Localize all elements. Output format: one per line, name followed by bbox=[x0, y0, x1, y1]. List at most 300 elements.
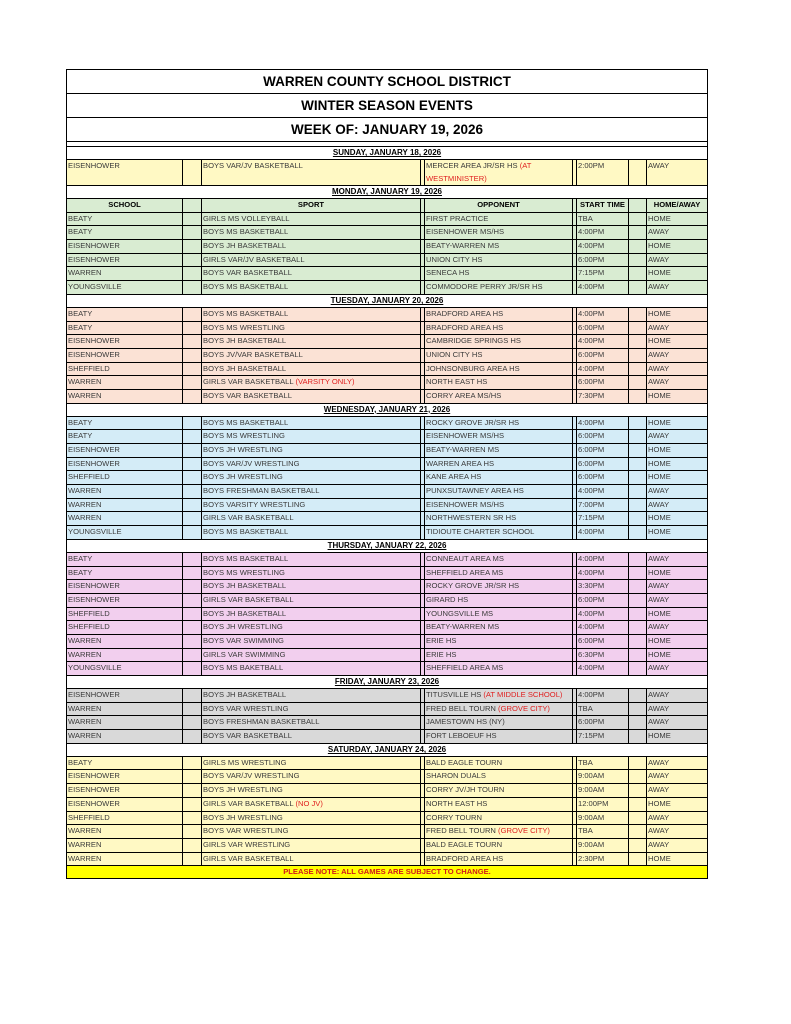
school-cell: EISENHOWER bbox=[67, 160, 183, 185]
home-away-cell: AWAY bbox=[648, 349, 670, 359]
spacer-cell bbox=[629, 689, 647, 702]
sport-cell bbox=[202, 349, 421, 362]
sport-cell bbox=[202, 444, 421, 457]
column-header-row bbox=[67, 199, 707, 213]
spacer-cell bbox=[629, 499, 647, 512]
start-time-cell: 6:00PM bbox=[577, 322, 629, 335]
school-cell: BEATY bbox=[67, 417, 183, 430]
sport-cell bbox=[202, 567, 421, 580]
spacer-cell bbox=[183, 240, 202, 253]
start-time-cell: 4:00PM bbox=[577, 608, 629, 621]
opponent-cell bbox=[425, 308, 573, 321]
event-row bbox=[67, 226, 707, 240]
spacer-cell bbox=[183, 363, 202, 376]
start-time-cell: 7:15PM bbox=[577, 730, 629, 743]
spacer-cell bbox=[183, 226, 202, 239]
sport-cell bbox=[202, 160, 421, 185]
day-header-saturday: SATURDAY, JANUARY 24, 2026 bbox=[67, 744, 707, 757]
start-time-cell: 4:00PM bbox=[577, 417, 629, 430]
day-section-sunday bbox=[67, 147, 707, 186]
opponent-cell bbox=[425, 716, 573, 729]
start-time-cell: 4:00PM bbox=[577, 567, 629, 580]
opponent-text: SHARON DUALS bbox=[426, 771, 486, 781]
sport-cell bbox=[202, 825, 421, 838]
start-time-cell: 6:00PM bbox=[577, 444, 629, 457]
opponent-note: (GROVE CITY) bbox=[498, 826, 550, 836]
home-away-cell: AWAY bbox=[648, 663, 670, 673]
opponent-cell bbox=[425, 757, 573, 770]
event-row bbox=[67, 703, 707, 717]
school-column-header: SCHOOL bbox=[67, 199, 183, 212]
opponent-text: UNION CITY HS bbox=[426, 254, 483, 264]
start-time-cell: 9:00AM bbox=[577, 812, 629, 825]
school-cell: EISENHOWER bbox=[67, 594, 183, 607]
opponent-text: GIRARD HS bbox=[426, 594, 469, 604]
sport-cell bbox=[202, 390, 421, 403]
spacer-cell bbox=[629, 267, 647, 280]
spacer-cell bbox=[629, 594, 647, 607]
spacer-cell bbox=[183, 689, 202, 702]
opponent-cell bbox=[425, 730, 573, 743]
spacer-cell bbox=[629, 240, 647, 253]
sport-text: BOYS JH BASKETBALL bbox=[203, 581, 287, 591]
opponent-text: ROCKY GROVE JR/SR HS bbox=[426, 581, 520, 591]
opponent-text: TITUSVILLE HS bbox=[426, 690, 482, 699]
start-time-cell: 6:00PM bbox=[577, 716, 629, 729]
opponent-cell bbox=[425, 390, 573, 403]
spacer-cell bbox=[629, 649, 647, 662]
sport-text: BOYS VAR WRESTLING bbox=[203, 703, 289, 713]
start-time-cell: 2:30PM bbox=[577, 853, 629, 866]
home-away-cell: HOME bbox=[648, 731, 671, 741]
opponent-note: (GROVE CITY) bbox=[498, 703, 550, 713]
opponent-cell bbox=[425, 430, 573, 443]
home-away-cell: HOME bbox=[648, 390, 671, 400]
school-cell: WARREN bbox=[67, 390, 183, 403]
spacer-cell bbox=[183, 798, 202, 811]
sport-text: BOYS MS BASKETBALL bbox=[203, 417, 289, 427]
school-cell: BEATY bbox=[67, 567, 183, 580]
spacer-cell bbox=[629, 160, 647, 185]
school-cell: WARREN bbox=[67, 376, 183, 389]
event-row bbox=[67, 512, 707, 526]
home-away-cell: AWAY bbox=[648, 812, 670, 822]
school-cell: EISENHOWER bbox=[67, 240, 183, 253]
school-cell: WARREN bbox=[67, 825, 183, 838]
opponent-cell bbox=[425, 635, 573, 648]
spacer-cell bbox=[183, 812, 202, 825]
event-row bbox=[67, 580, 707, 594]
start-time-cell: 4:00PM bbox=[577, 485, 629, 498]
opponent-cell bbox=[425, 649, 573, 662]
event-row bbox=[67, 825, 707, 839]
spacer-cell bbox=[629, 770, 647, 783]
opponent-text: JOHNSONBURG AREA HS bbox=[426, 363, 520, 373]
sport-text: BOYS JH BASKETBALL bbox=[203, 690, 287, 699]
event-row bbox=[67, 567, 707, 581]
opponent-text: WARREN AREA HS bbox=[426, 458, 495, 468]
start-time-cell: 9:00AM bbox=[577, 770, 629, 783]
sport-cell bbox=[202, 308, 421, 321]
school-cell: SHEFFIELD bbox=[67, 812, 183, 825]
sport-text: BOYS MS WRESTLING bbox=[203, 431, 285, 441]
start-time-cell: TBA bbox=[577, 757, 629, 770]
home-away-cell: HOME bbox=[648, 635, 671, 645]
sport-text: BOYS MS BASKETBALL bbox=[203, 553, 289, 563]
sport-text: BOYS MS BASKETBALL bbox=[203, 308, 289, 318]
home-away-cell: HOME bbox=[648, 336, 671, 346]
opponent-cell bbox=[425, 376, 573, 389]
day-section-friday bbox=[67, 676, 707, 744]
spacer-cell bbox=[183, 635, 202, 648]
event-row bbox=[67, 349, 707, 363]
spacer-cell bbox=[629, 349, 647, 362]
sport-cell bbox=[202, 730, 421, 743]
home-away-cell: HOME bbox=[648, 608, 671, 618]
home-away-cell: AWAY bbox=[648, 622, 670, 632]
event-row bbox=[67, 635, 707, 649]
sport-cell bbox=[202, 594, 421, 607]
spacer-column-header bbox=[629, 199, 647, 212]
home-away-cell: HOME bbox=[648, 853, 671, 863]
sport-cell bbox=[202, 335, 421, 348]
home-away-cell: AWAY bbox=[648, 703, 670, 713]
home-away-cell: AWAY bbox=[648, 282, 670, 292]
opponent-cell bbox=[425, 703, 573, 716]
sport-text: BOYS VAR/JV BASKETBALL bbox=[203, 161, 303, 170]
start-time-cell: 12:00PM bbox=[577, 798, 629, 811]
spacer-cell bbox=[183, 376, 202, 389]
start-time-cell: 4:00PM bbox=[577, 240, 629, 253]
sport-text: BOYS JH BASKETBALL bbox=[203, 241, 287, 251]
sport-text: BOYS JV/VAR BASKETBALL bbox=[203, 349, 303, 359]
sport-text: BOYS VARSITY WRESTLING bbox=[203, 499, 306, 509]
event-row bbox=[67, 430, 707, 444]
opponent-cell bbox=[425, 160, 573, 185]
sport-text: BOYS JH WRESTLING bbox=[203, 472, 283, 482]
sport-text: BOYS MS BASKETBALL bbox=[203, 527, 289, 537]
school-cell: EISENHOWER bbox=[67, 689, 183, 702]
start-time-cell: 6:00PM bbox=[577, 349, 629, 362]
opponent-cell bbox=[425, 526, 573, 539]
spacer-cell bbox=[629, 621, 647, 634]
start-time-cell: 6:00PM bbox=[577, 430, 629, 443]
spacer-cell bbox=[629, 703, 647, 716]
sport-cell bbox=[202, 485, 421, 498]
sport-text: BOYS VAR WRESTLING bbox=[203, 826, 289, 836]
spacer-cell bbox=[183, 553, 202, 566]
school-cell: WARREN bbox=[67, 267, 183, 280]
opponent-cell bbox=[425, 608, 573, 621]
school-cell: WARREN bbox=[67, 635, 183, 648]
day-section-saturday bbox=[67, 744, 707, 867]
sport-cell bbox=[202, 322, 421, 335]
event-row bbox=[67, 853, 707, 867]
event-row bbox=[67, 363, 707, 377]
start-time-cell: 9:00AM bbox=[577, 839, 629, 852]
spacer-cell bbox=[183, 784, 202, 797]
opponent-text: BRADFORD AREA HS bbox=[426, 308, 504, 318]
opponent-text: FRED BELL TOURN bbox=[426, 703, 496, 713]
opponent-cell bbox=[425, 240, 573, 253]
school-cell: EISENHOWER bbox=[67, 444, 183, 457]
district-title: WARREN COUNTY SCHOOL DISTRICT bbox=[67, 70, 707, 94]
home-away-cell: AWAY bbox=[648, 553, 670, 563]
spacer-cell bbox=[629, 458, 647, 471]
opponent-cell bbox=[425, 363, 573, 376]
start-time-cell: 6:00PM bbox=[577, 635, 629, 648]
school-cell: WARREN bbox=[67, 499, 183, 512]
spacer-cell bbox=[629, 853, 647, 866]
event-row bbox=[67, 281, 707, 295]
sport-text: BOYS JH WRESTLING bbox=[203, 812, 283, 822]
home-away-cell: AWAY bbox=[648, 757, 670, 767]
spacer-cell bbox=[629, 757, 647, 770]
school-cell: BEATY bbox=[67, 308, 183, 321]
home-away-cell: HOME bbox=[648, 458, 671, 468]
opponent-cell bbox=[425, 784, 573, 797]
opponent-cell bbox=[425, 281, 573, 294]
sport-cell bbox=[202, 376, 421, 389]
opponent-cell bbox=[425, 485, 573, 498]
event-row bbox=[67, 390, 707, 404]
spacer-cell bbox=[183, 839, 202, 852]
sport-text: BOYS JH WRESTLING bbox=[203, 785, 283, 795]
start-time-cell: 4:00PM bbox=[577, 621, 629, 634]
home-away-cell: AWAY bbox=[648, 431, 670, 441]
opponent-text: COMMODORE PERRY JR/SR HS bbox=[426, 282, 543, 292]
home-away-cell: HOME bbox=[648, 649, 671, 659]
spacer-cell bbox=[183, 621, 202, 634]
event-row bbox=[67, 213, 707, 227]
sport-text: GIRLS VAR/JV BASKETBALL bbox=[203, 254, 305, 264]
event-row bbox=[67, 458, 707, 472]
opponent-cell bbox=[425, 798, 573, 811]
spacer-cell bbox=[183, 512, 202, 525]
start-time-cell: 4:00PM bbox=[577, 363, 629, 376]
opponent-text: EISENHOWER MS/HS bbox=[426, 499, 505, 509]
sport-cell bbox=[202, 580, 421, 593]
opponent-text: CORRY JV/JH TOURN bbox=[426, 785, 505, 795]
event-row bbox=[67, 594, 707, 608]
spacer-cell bbox=[183, 825, 202, 838]
opponent-text: TIDIOUTE CHARTER SCHOOL bbox=[426, 527, 535, 537]
opponent-cell bbox=[425, 213, 573, 226]
sport-text: BOYS JH BASKETBALL bbox=[203, 363, 287, 373]
spacer-cell bbox=[183, 430, 202, 443]
school-cell: EISENHOWER bbox=[67, 580, 183, 593]
start-time-cell: 2:00PM bbox=[577, 160, 629, 185]
spacer-cell bbox=[183, 526, 202, 539]
home-away-cell: HOME bbox=[648, 567, 671, 577]
opponent-cell bbox=[425, 444, 573, 457]
event-row bbox=[67, 649, 707, 663]
opponent-text: SENECA HS bbox=[426, 268, 470, 278]
opponent-text: EISENHOWER MS/HS bbox=[426, 227, 505, 237]
opponent-cell bbox=[425, 349, 573, 362]
sport-cell bbox=[202, 635, 421, 648]
spacer-cell bbox=[183, 322, 202, 335]
opponent-cell bbox=[425, 662, 573, 675]
school-cell: EISENHOWER bbox=[67, 458, 183, 471]
sport-text: GIRLS MS WRESTLING bbox=[203, 757, 287, 767]
spacer-cell bbox=[629, 226, 647, 239]
school-cell: WARREN bbox=[67, 512, 183, 525]
spacer-cell bbox=[183, 471, 202, 484]
home-away-cell: HOME bbox=[648, 513, 671, 523]
spacer-cell bbox=[629, 730, 647, 743]
opponent-cell bbox=[425, 853, 573, 866]
spacer-cell bbox=[183, 485, 202, 498]
sport-text: BOYS VAR/JV WRESTLING bbox=[203, 458, 300, 468]
spacer-cell bbox=[183, 499, 202, 512]
start-time-cell: TBA bbox=[577, 703, 629, 716]
opponent-cell bbox=[425, 499, 573, 512]
spacer-cell bbox=[183, 417, 202, 430]
spacer-cell bbox=[629, 608, 647, 621]
spacer-cell bbox=[183, 160, 202, 185]
start-time-cell: 7:30PM bbox=[577, 390, 629, 403]
spacer-cell bbox=[629, 417, 647, 430]
schedule-sheet bbox=[66, 69, 708, 879]
sport-text: BOYS FRESHMAN BASKETBALL bbox=[203, 486, 320, 496]
event-row bbox=[67, 553, 707, 567]
sport-cell bbox=[202, 267, 421, 280]
sport-cell bbox=[202, 240, 421, 253]
school-cell: EISENHOWER bbox=[67, 335, 183, 348]
sport-text: BOYS VAR SWIMMING bbox=[203, 635, 284, 645]
school-cell: BEATY bbox=[67, 430, 183, 443]
school-cell: WARREN bbox=[67, 485, 183, 498]
event-row bbox=[67, 757, 707, 771]
start-time-cell: 4:00PM bbox=[577, 335, 629, 348]
sport-text: GIRLS VAR BASKETBALL bbox=[203, 798, 294, 808]
sport-text: BOYS VAR/JV WRESTLING bbox=[203, 771, 300, 781]
sport-text: BOYS JH WRESTLING bbox=[203, 622, 283, 632]
opponent-text: JAMESTOWN HS (NY) bbox=[426, 717, 505, 727]
sport-text: BOYS MS BAKETBALL bbox=[203, 663, 284, 673]
home-away-cell: HOME bbox=[648, 472, 671, 482]
opponent-cell bbox=[425, 567, 573, 580]
sport-text: GIRLS VAR BASKETBALL bbox=[203, 377, 294, 387]
spacer-cell bbox=[183, 444, 202, 457]
season-title: WINTER SEASON EVENTS bbox=[67, 94, 707, 118]
opponent-text: SHEFFIELD AREA MS bbox=[426, 663, 504, 673]
home-away-cell: AWAY bbox=[648, 785, 670, 795]
start-time-cell: 6:00PM bbox=[577, 471, 629, 484]
school-cell: SHEFFIELD bbox=[67, 471, 183, 484]
opponent-text: FRED BELL TOURN bbox=[426, 826, 496, 836]
home-away-cell: HOME bbox=[648, 417, 671, 427]
school-cell: BEATY bbox=[67, 226, 183, 239]
spacer-cell bbox=[629, 812, 647, 825]
spacer-cell bbox=[183, 580, 202, 593]
sport-text: BOYS MS WRESTLING bbox=[203, 322, 285, 332]
start-time-column-header: START TIME bbox=[577, 199, 629, 212]
home-away-cell: AWAY bbox=[648, 717, 670, 727]
home-away-cell: AWAY bbox=[648, 254, 670, 264]
opponent-text: PUNXSUTAWNEY AREA HS bbox=[426, 486, 524, 496]
opponent-text: KANE AREA HS bbox=[426, 472, 482, 482]
sport-text: BOYS MS BASKETBALL bbox=[203, 227, 289, 237]
opponent-text: ERIE HS bbox=[426, 635, 457, 645]
home-away-cell: AWAY bbox=[648, 499, 670, 509]
start-time-cell: 6:00PM bbox=[577, 594, 629, 607]
spacer-cell bbox=[629, 662, 647, 675]
start-time-cell: 7:15PM bbox=[577, 267, 629, 280]
spacer-cell bbox=[629, 635, 647, 648]
opponent-text: UNION CITY HS bbox=[426, 349, 483, 359]
spacer-cell bbox=[629, 308, 647, 321]
home-away-cell: HOME bbox=[648, 213, 671, 223]
school-cell: WARREN bbox=[67, 730, 183, 743]
sport-cell bbox=[202, 499, 421, 512]
home-away-cell: AWAY bbox=[648, 377, 670, 387]
school-cell: WARREN bbox=[67, 839, 183, 852]
day-section-thursday bbox=[67, 540, 707, 676]
spacer-cell bbox=[629, 580, 647, 593]
spacer-cell bbox=[183, 662, 202, 675]
home-away-cell: AWAY bbox=[648, 581, 670, 591]
start-time-cell: 4:00PM bbox=[577, 662, 629, 675]
opponent-cell bbox=[425, 267, 573, 280]
sport-text: GIRLS VAR WRESTLING bbox=[203, 839, 291, 849]
spacer-cell bbox=[629, 839, 647, 852]
event-row bbox=[67, 662, 707, 676]
home-away-cell: AWAY bbox=[648, 161, 670, 170]
opponent-text: SHEFFIELD AREA MS bbox=[426, 567, 504, 577]
opponent-note: (AT WESTMINISTER) bbox=[426, 161, 532, 183]
spacer-cell bbox=[183, 730, 202, 743]
spacer-cell bbox=[629, 376, 647, 389]
sport-text: BOYS VAR BASKETBALL bbox=[203, 268, 292, 278]
opponent-cell bbox=[425, 417, 573, 430]
start-time-cell: 7:00PM bbox=[577, 499, 629, 512]
event-row bbox=[67, 471, 707, 485]
home-away-cell: AWAY bbox=[648, 690, 670, 699]
sport-cell bbox=[202, 417, 421, 430]
spacer-cell bbox=[183, 649, 202, 662]
event-row bbox=[67, 485, 707, 499]
home-away-cell: HOME bbox=[648, 308, 671, 318]
event-row bbox=[67, 444, 707, 458]
opponent-cell bbox=[425, 458, 573, 471]
event-row bbox=[67, 716, 707, 730]
day-section-tuesday bbox=[67, 295, 707, 404]
sport-text: GIRLS VAR BASKETBALL bbox=[203, 594, 294, 604]
sport-cell bbox=[202, 757, 421, 770]
opponent-text: CAMBRIDGE SPRINGS HS bbox=[426, 336, 521, 346]
spacer-cell bbox=[183, 594, 202, 607]
event-row bbox=[67, 254, 707, 268]
schedule-body bbox=[67, 147, 707, 866]
spacer-cell bbox=[183, 716, 202, 729]
sport-text: GIRLS VAR SWIMMING bbox=[203, 649, 286, 659]
start-time-cell: 4:00PM bbox=[577, 308, 629, 321]
sport-text: GIRLS VAR BASKETBALL bbox=[203, 513, 294, 523]
sport-text: BOYS JH BASKETBALL bbox=[203, 608, 287, 618]
opponent-cell bbox=[425, 770, 573, 783]
event-row bbox=[67, 376, 707, 390]
spacer-cell bbox=[183, 458, 202, 471]
opponent-text: CONNEAUT AREA MS bbox=[426, 553, 504, 563]
spacer-cell bbox=[183, 267, 202, 280]
opponent-cell bbox=[425, 226, 573, 239]
sport-cell bbox=[202, 254, 421, 267]
event-row bbox=[67, 839, 707, 853]
opponent-text: CORRY AREA MS/HS bbox=[426, 390, 502, 400]
home-away-cell: HOME bbox=[648, 268, 671, 278]
